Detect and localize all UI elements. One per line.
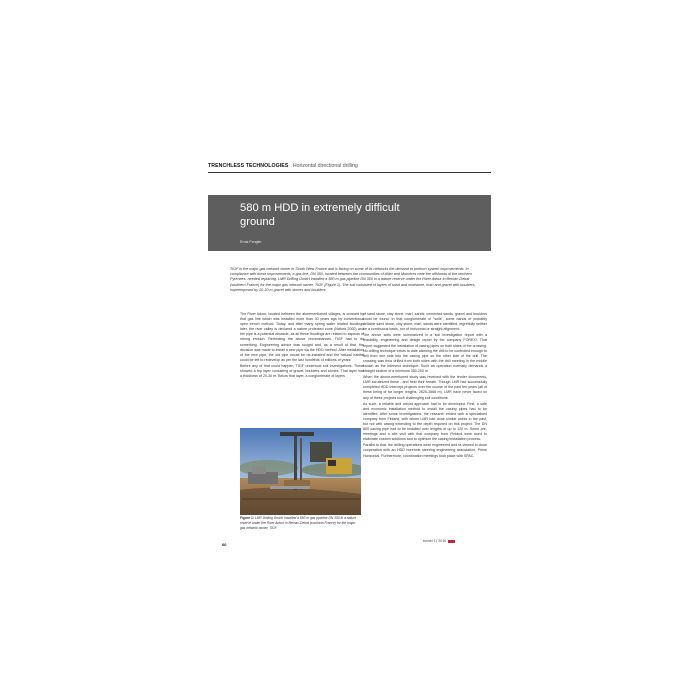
body-paragraph: Before any of that could happen, TIGF undertook soil investigations. These showed a top layer consisting of gravel, boulders and stones. That layer had a thickness of 20-30 m. Below that layer, a conglomerate of layers — [240, 363, 364, 379]
article-author: Ernst Fengler — [240, 240, 262, 244]
header-section: Horizontal directional drilling — [292, 163, 358, 169]
title-banner — [208, 195, 491, 251]
article-title: 580 m HDD in extremely difficult ground — [240, 202, 400, 228]
publisher-mark — [448, 540, 455, 543]
figure-caption — [240, 516, 360, 530]
article-lead: TIGF is the major gas network owner in South West France and is facing on some of its networks the demand to perform system improvements. In compliance with these improvements, a gas line, DN 350, located between the communities of Allier and Momères near the offshoots of the northern Pyrenees, needed replacing. LMR Drilling GmbH installed a 580 m gas pipeline DN 350 in a nature reserve under the River Adour in Bernac-Debat (southern France) for the major gas network owner, TIGF (Figure 1). The soil consisted of layers of sand and mudstone, marl and gravel with boulders, superimposed by 20-30 m gravel with stones and boulders. — [230, 267, 476, 292]
left-column — [240, 312, 364, 380]
issue-label: tunnel 1 | 2016 — [423, 539, 447, 543]
body-paragraph: of sand stone, clay stone, marl, sands, cemented sands, gravel and boulders could be found. In that conglomerate of "soils", some bands of probably drillable sand stone, clay stone, marl, sands were identified, regretfully neither on a continuous basis, nor of horizontal or straight alignment. — [363, 312, 487, 332]
figure-photo — [240, 428, 361, 515]
issue-footer — [423, 539, 455, 543]
figure-caption-text: LMR Drilling GmbH installed a 580 m gas pipeline DN 350 in a nature reserve under the River Adour in Bernac-Debat (southern France) for the major gas network owner, TIGF — [240, 516, 357, 530]
figure-label: Figure 1: — [240, 516, 254, 520]
section-header — [208, 160, 491, 172]
article-page — [208, 156, 491, 548]
right-column — [363, 312, 487, 460]
body-paragraph: Parallel to that, the drilling operations were engineered and re-viewed in close cooperation with an HDD borehole steering engineering association, Prime Horizontal. Furthermore, coordination meetings took place with SPAC, — [363, 443, 487, 458]
body-paragraph: The above soils were summarized in a soil investigation report with a feasibility, engineering and design report by the company FOREXI. That report suggested the installation of casing pipes on both sides of the crossing. No drilling technique exists to date allowing the drill to be controlled enough to drill from one side into the casing pipe on the other side of the drill. The crossing was thus drilled from both sides with the drill meeting in the middle known as the intersect technique. Such an operation normally demands a straight section of a minimum 350-200 m. — [363, 333, 487, 374]
body-paragraph: The River Adour, located between the aforementioned villages, is crossed by that gas line which was installed more than 30 years ago by conventional open trench method. Today, and after many spring water related floodings later, the river valley is declared a nature protected zone (Natura 2000) and the pipe is a potential obstacle, as all these floodings are related to aspects of strong erosion. Rethinking the above circumstances, TIGF had to do something. Engineering advice was sought and, as a result of that, the decision was made to install a new pipe via the HDD method. After installation of the new pipe, the old pipe would be de-installed and the natural habitat could be left to redevelop as per the last hundreds of millions of years. — [240, 312, 364, 362]
page-number: 60 — [222, 542, 227, 547]
body-paragraph: As such, a reliable and robust approach had to be developed. First, a safe and economic installation method to install the casing pipes had to be identified. After some investigations, the research ended with a specialised company from Finland, with whom LMR had done similar works in the past, but not with casing extending to the depth required on this project. The DN 800 casing pipe had to be installed over lengths of up to 120 m. Some pre-meetings and a site visit with that company from Finland were used to elaborate custom solutions and to optimize the casing installation process. — [363, 401, 487, 442]
header-brand: TRENCHLESS TECHNOLOGIES — [208, 163, 289, 169]
header-rule — [208, 172, 491, 173]
body-paragraph: When the above-mentioned study was received with the tender documents, LMR scrutinized these - and held their breath. Though LMR had successfully completed HDD intercept projects over the course of the past ten years (all of these being of far longer lengths, 2626-3566 m), LMR have never faced on any of these projects such challenging soil conditions. — [363, 375, 487, 400]
